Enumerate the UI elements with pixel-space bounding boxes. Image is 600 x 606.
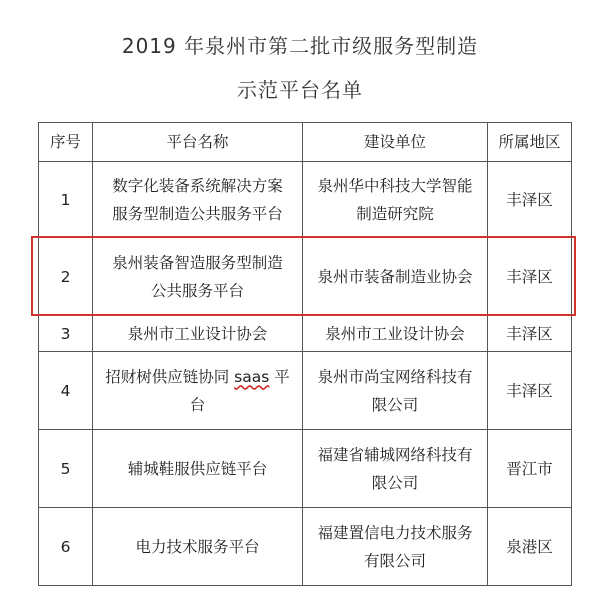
row-no: 4: [39, 352, 93, 430]
unit-line: 限公司: [371, 473, 419, 492]
row-unit: [303, 352, 488, 430]
row-no: 2: [39, 238, 93, 316]
table-row: [39, 162, 572, 238]
row-unit: 泉州市工业设计协会: [303, 316, 488, 352]
table-row: [39, 508, 572, 586]
header-no: 序号: [39, 123, 93, 162]
unit-line: 泉州市尚宝网络科技有: [317, 367, 473, 386]
table-row: [39, 316, 572, 352]
name-line: 数字化装备系统解决方案: [112, 176, 283, 195]
unit-line: 福建省辅城网络科技有: [317, 445, 473, 464]
document-title-line1: 2019 年泉州市第二批市级服务型制造: [121, 34, 479, 58]
row-no: 1: [39, 162, 93, 238]
saas-word: saas: [234, 367, 270, 386]
row-no: 3: [39, 316, 93, 352]
unit-line: 制造研究院: [356, 204, 434, 223]
name-line: [97, 363, 298, 391]
row-platform-name: [93, 238, 303, 316]
unit-line: 泉州华中科技大学智能: [317, 176, 473, 195]
platform-table: [38, 122, 572, 586]
unit-line: 限公司: [371, 395, 419, 414]
name-line: 泉州装备智造服务型制造: [112, 253, 283, 272]
row-region: 晋江市: [488, 430, 572, 508]
row-platform-name: 电力技术服务平台: [93, 508, 303, 586]
unit-line: 泉州市装备制造业协会: [317, 267, 473, 286]
header-platform-name: 平台名称: [93, 123, 303, 162]
row-platform-name: 泉州市工业设计协会: [93, 316, 303, 352]
table-row: [39, 238, 572, 316]
table-row: [39, 430, 572, 508]
row-platform-name: 辅城鞋服供应链平台: [93, 430, 303, 508]
row-region: 丰泽区: [488, 316, 572, 352]
row-region: 丰泽区: [488, 162, 572, 238]
row-platform-name: [93, 352, 303, 430]
row-region: 泉港区: [488, 508, 572, 586]
row-unit: [303, 162, 488, 238]
unit-line: 有限公司: [363, 551, 426, 570]
table-row: [39, 352, 572, 430]
name-line: 台: [189, 395, 206, 414]
row-region: 丰泽区: [488, 238, 572, 316]
table-header-row: [39, 123, 572, 162]
row-no: 5: [39, 430, 93, 508]
row-unit: [303, 430, 488, 508]
name-line: 服务型制造公共服务平台: [112, 204, 283, 223]
header-unit: 建设单位: [303, 123, 488, 162]
name-part: 招财树供应链协同: [105, 367, 235, 386]
unit-line: 福建置信电力技术服务: [317, 523, 473, 542]
header-region: 所属地区: [488, 123, 572, 162]
row-platform-name: [93, 162, 303, 238]
name-line: 公共服务平台: [150, 281, 244, 300]
row-unit: [303, 508, 488, 586]
row-region: 丰泽区: [488, 352, 572, 430]
row-unit: [303, 238, 488, 316]
document-title-line2: 示范平台名单: [237, 78, 363, 102]
row-no: 6: [39, 508, 93, 586]
name-part: 平: [269, 367, 290, 386]
